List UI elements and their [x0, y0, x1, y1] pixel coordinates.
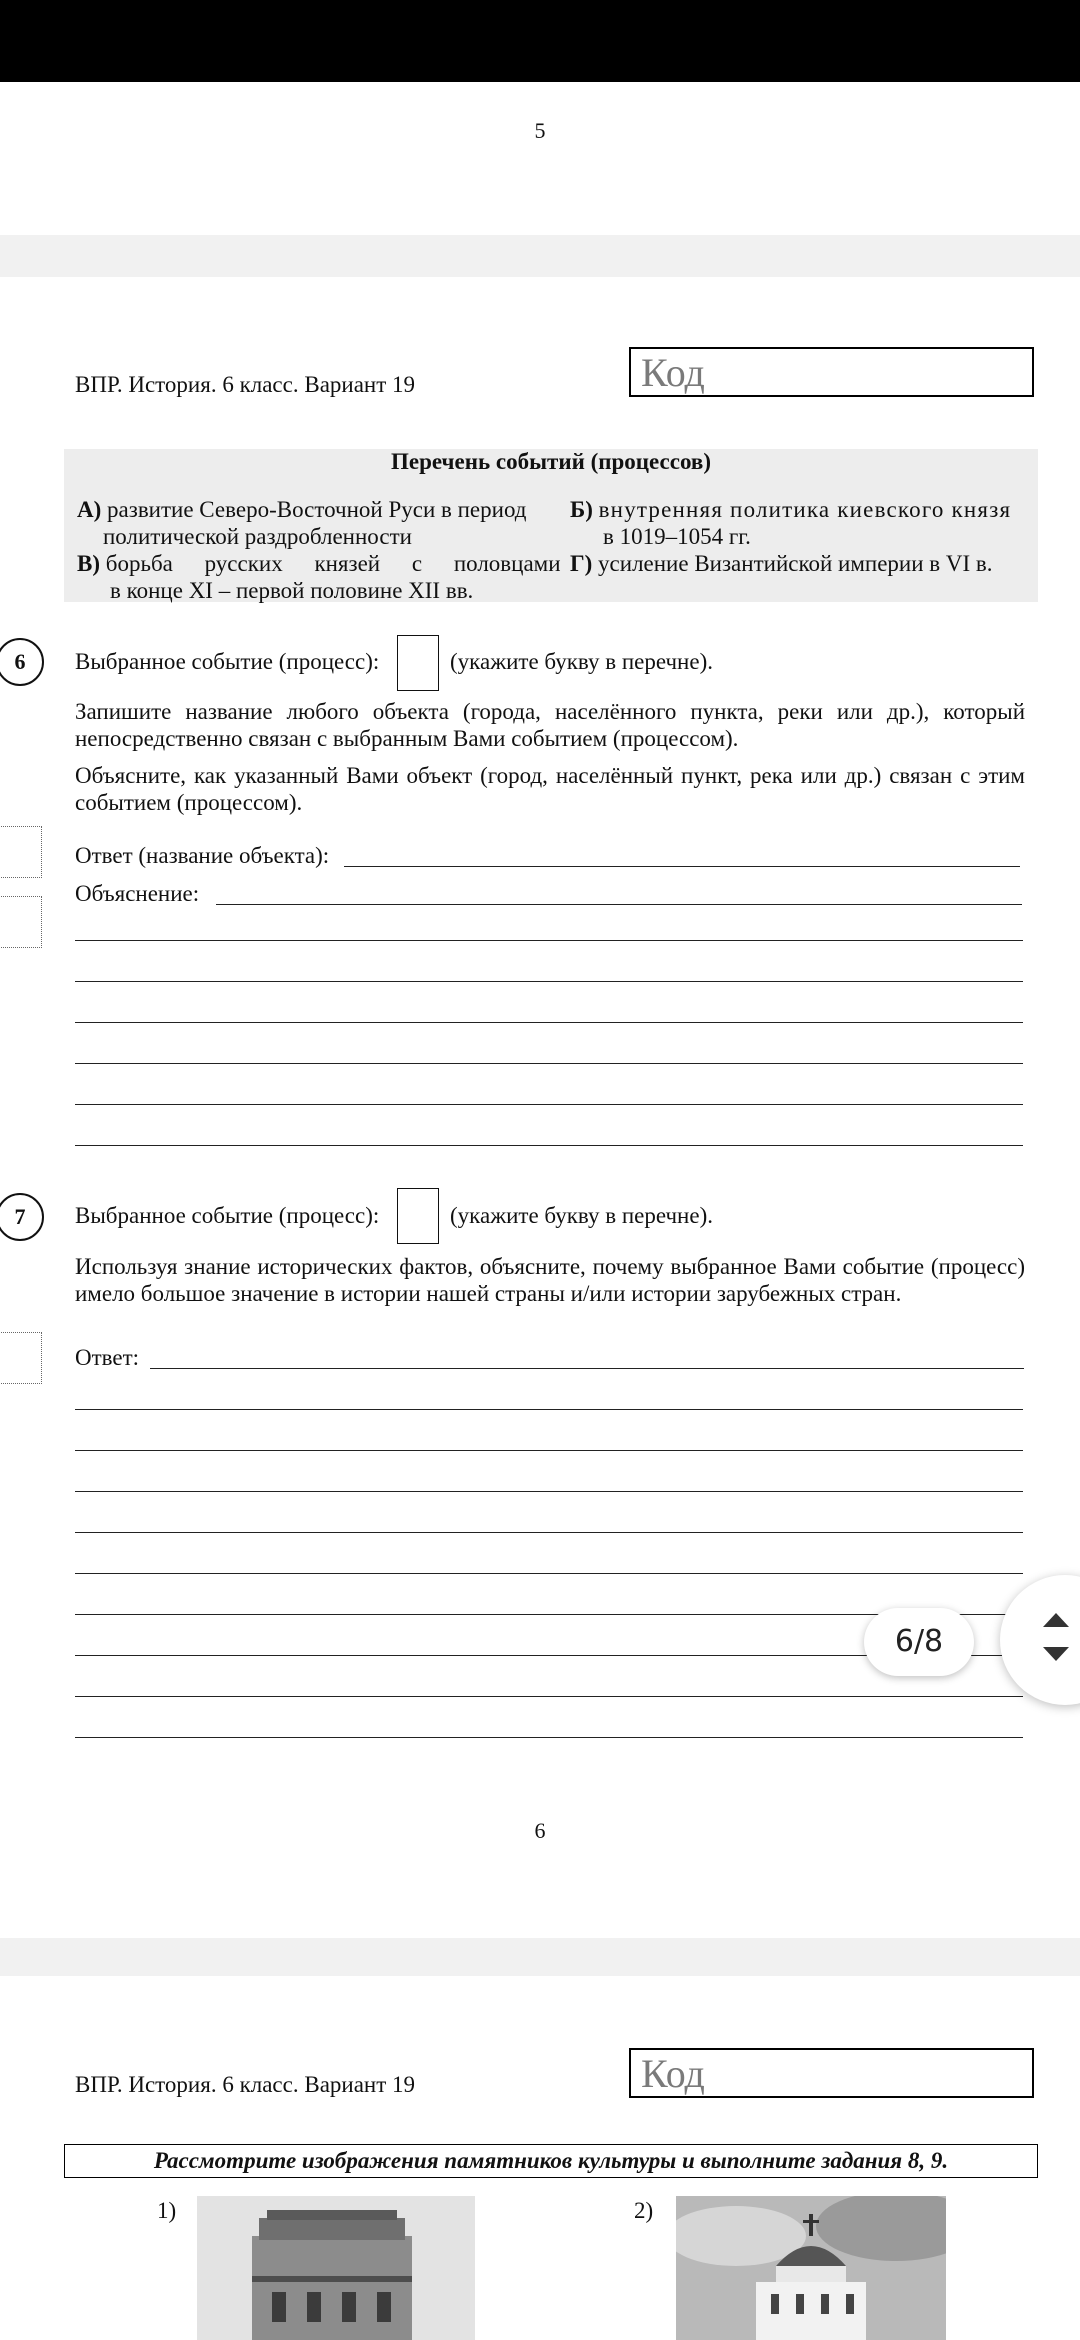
- q6-writing-line[interactable]: [75, 981, 1023, 982]
- document-header-title: ВПР. История. 6 класс. Вариант 19: [75, 372, 416, 397]
- event-v-cont: в конце XI – первой половине XII вв.: [110, 578, 474, 603]
- q7-writing-line[interactable]: [75, 1491, 1023, 1492]
- page-separator: [0, 1938, 1080, 1976]
- q6-writing-line[interactable]: [75, 1145, 1023, 1146]
- q6-answer-label: Ответ (название объекта):: [75, 843, 330, 868]
- question-6-number: 6: [0, 638, 44, 686]
- q6-score-box-1: [0, 826, 42, 878]
- scroll-control-button[interactable]: [1000, 1575, 1080, 1705]
- q7-answer-label: Ответ:: [75, 1345, 140, 1370]
- page-indicator-button[interactable]: 6/8: [864, 1608, 974, 1676]
- q7-chosen-label: Выбранное событие (процесс):: [75, 1203, 380, 1228]
- events-list-title: Перечень событий (процессов): [391, 449, 711, 474]
- page-number-bottom: 6: [534, 1818, 546, 1843]
- q6-score-box-2: [0, 896, 42, 948]
- q7-writing-line[interactable]: [75, 1409, 1023, 1410]
- q7-writing-line[interactable]: [75, 1450, 1023, 1451]
- event-b: [570, 496, 1026, 523]
- event-b-text: внутренняя политика киевского князя: [598, 497, 1012, 522]
- event-g: [570, 550, 993, 577]
- q7-task-text: Используя знание исторических фактов, объясните, почему выбранное Вами событие (процесс) имело большое значение в истории нашей страны и/или истории зарубежных стран.: [75, 1254, 1025, 1306]
- task-8-9-instruction: Рассмотрите изображения памятников культуры и выполните задания 8, 9.: [64, 2144, 1038, 2178]
- q7-writing-line[interactable]: [75, 1737, 1023, 1738]
- q6-chosen-label: Выбранное событие (процесс):: [75, 649, 380, 674]
- event-a-cont: политической раздробленности: [103, 524, 412, 549]
- scroll-up-icon[interactable]: [1043, 1613, 1069, 1627]
- event-v-letter: В): [77, 551, 100, 576]
- scroll-down-icon[interactable]: [1043, 1647, 1069, 1661]
- q7-answer-line[interactable]: [150, 1368, 1024, 1369]
- q6-explanation-label: Объяснение:: [75, 881, 200, 906]
- document-header-title: ВПР. История. 6 класс. Вариант 19: [75, 2072, 416, 2097]
- q7-chosen-letter-box[interactable]: [397, 1188, 439, 1244]
- event-g-text: усиление Византийской империи в VI в.: [598, 551, 993, 576]
- q6-chosen-hint: (укажите букву в перечне).: [450, 649, 713, 674]
- event-v-text: борьба русских князей с половцами: [105, 551, 561, 576]
- event-a: [77, 496, 526, 523]
- q6-explanation-line[interactable]: [216, 904, 1022, 905]
- monument-image-2: [676, 2196, 946, 2340]
- q6-task-text-2: Объясните, как указанный Вами объект (город, населённый пункт, река или др.) связан с этим событием (процессом).: [75, 763, 1025, 815]
- monument-image-1: [197, 2196, 475, 2340]
- event-v: [77, 550, 561, 577]
- page-separator: [0, 235, 1080, 277]
- q7-writing-line[interactable]: [75, 1532, 1023, 1533]
- q7-writing-line[interactable]: [75, 1573, 1023, 1574]
- kod-field[interactable]: Код: [629, 347, 1034, 397]
- image-1-label: 1): [157, 2198, 177, 2223]
- event-b-letter: Б): [570, 497, 593, 522]
- q7-chosen-hint: (укажите букву в перечне).: [450, 1203, 713, 1228]
- event-b-cont: в 1019–1054 гг.: [603, 524, 751, 549]
- q6-writing-line[interactable]: [75, 1022, 1023, 1023]
- event-g-letter: Г): [570, 551, 593, 576]
- event-a-letter: А): [77, 497, 102, 522]
- q6-writing-line[interactable]: [75, 1104, 1023, 1105]
- kod-field[interactable]: Код: [629, 2048, 1034, 2098]
- q6-writing-line[interactable]: [75, 940, 1023, 941]
- q6-task-text-1: Запишите название любого объекта (города, населённого пункта, реки или др.), который непосредственно связан с выбранным Вами событием (процессом).: [75, 699, 1025, 751]
- page-number-top: 5: [534, 118, 546, 143]
- q7-writing-line[interactable]: [75, 1696, 1023, 1697]
- q6-chosen-letter-box[interactable]: [397, 635, 439, 691]
- top-status-bar: [0, 0, 1080, 82]
- question-7-number: 7: [0, 1193, 44, 1241]
- image-2-label: 2): [634, 2198, 654, 2223]
- q7-score-box: [0, 1332, 42, 1384]
- q6-writing-line[interactable]: [75, 1063, 1023, 1064]
- event-a-text: развитие Северо-Восточной Руси в период: [107, 497, 527, 522]
- q6-answer-line[interactable]: [344, 866, 1020, 867]
